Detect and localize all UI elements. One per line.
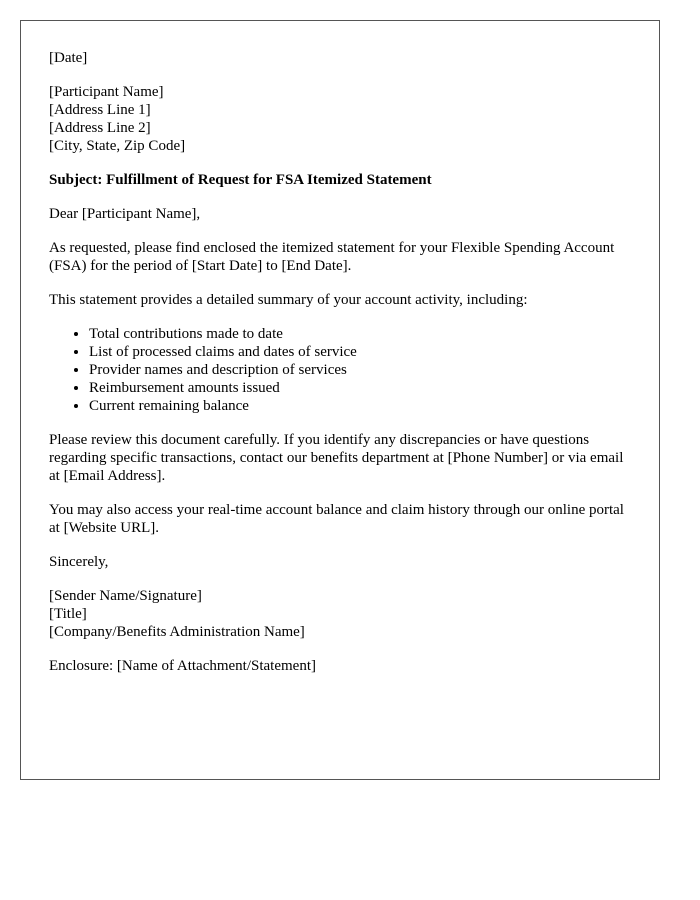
letter-subject: Subject: Fulfillment of Request for FSA Itemized Statement: [49, 172, 432, 188]
sender-block: [49, 587, 631, 641]
recipient-address-line-2: [Address Line 2]: [49, 120, 151, 136]
sender-name: [Sender Name/Signature]: [49, 588, 202, 604]
letter-page: [20, 20, 660, 780]
list-item: • List of processed claims and dates of service: [89, 343, 631, 361]
recipient-address: [49, 83, 631, 155]
sender-title: [Title]: [49, 606, 87, 622]
sender-company: [Company/Benefits Administration Name]: [49, 624, 305, 640]
letter-summary-intro: This statement provides a detailed summary of your account activity, including:: [49, 292, 528, 308]
recipient-name: [Participant Name]: [49, 84, 164, 100]
recipient-address-line-1: [Address Line 1]: [49, 102, 151, 118]
letter-closing: Sincerely,: [49, 554, 109, 570]
letter-intro: As requested, please find enclosed the itemized statement for your Flexible Spending Account (FSA) for the period of [Start Date] to [End Date].: [49, 240, 615, 274]
list-item: • Current remaining balance: [89, 397, 631, 415]
letter-review-paragraph: Please review this document carefully. If you identify any discrepancies or have questions regarding specific transactions, contact our benefits department at [Phone Number] or via email at [Email Address].: [49, 432, 624, 484]
recipient-city-state-zip: [City, State, Zip Code]: [49, 138, 186, 154]
list-item: • Reimbursement amounts issued: [89, 379, 631, 397]
list-item: • Total contributions made to date: [89, 325, 631, 343]
summary-items-list: [49, 325, 631, 415]
letter-salutation: Dear [Participant Name],: [49, 206, 201, 222]
letter-enclosure: Enclosure: [Name of Attachment/Statement]: [49, 658, 316, 674]
letter-portal-paragraph: You may also access your real-time account balance and claim history through our online portal at [Website URL].: [49, 502, 624, 536]
letter-date: [Date]: [49, 50, 88, 66]
list-item: • Provider names and description of services: [89, 361, 631, 379]
